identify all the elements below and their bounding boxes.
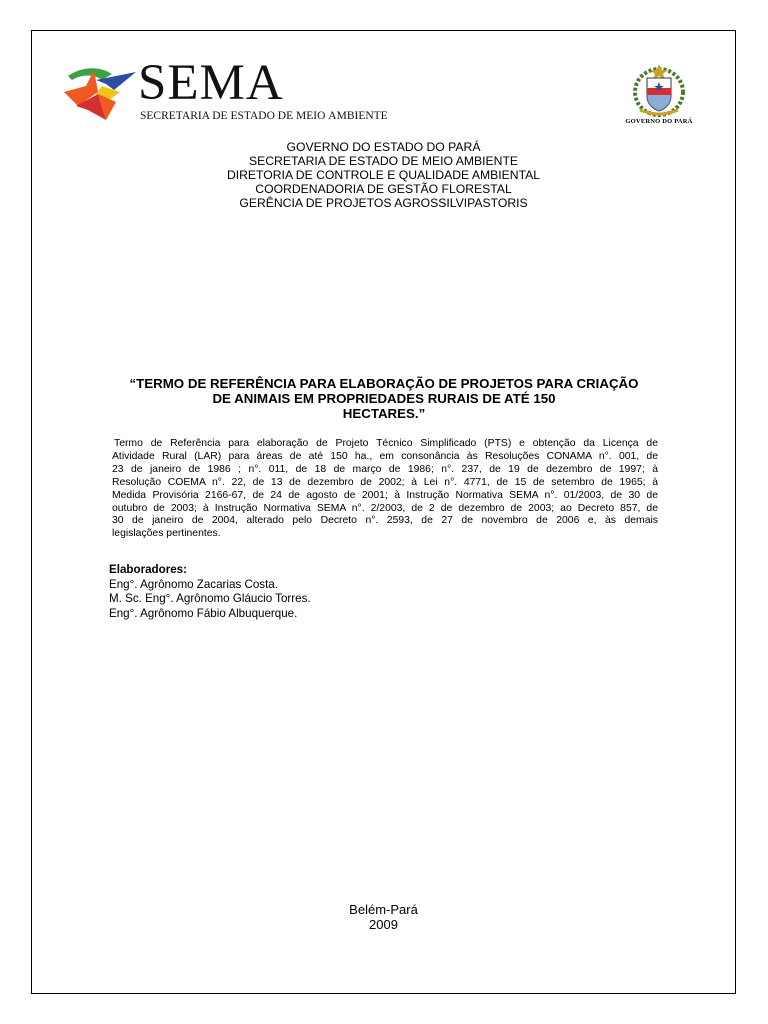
- title-line: “TERMO DE REFERÊNCIA PARA ELABORAÇÃO DE PROJETOS PARA CRIAÇÃO: [129, 376, 639, 391]
- body-line: Termo de Referência para elaboração de Projeto Técnico Simplificado (PTS) e obtenção da Licença de: [114, 438, 658, 449]
- sema-subtitle: SECRETARIA DE ESTADO DE MEIO AMBIENTE: [140, 110, 388, 122]
- body-line: legislações pertinentes.: [112, 528, 221, 540]
- body-line: Medida Provisória 2166-67, de 24 de agosto de 2001; à Instrução Normativa SEMA n°. 01/2003, de 30 de: [112, 489, 658, 501]
- header-line: GERÊNCIA DE PROJETOS AGROSSILVIPASTORIS: [239, 196, 528, 210]
- document-title: [90, 376, 678, 421]
- body-line: 30 de janeiro de 2004, alterado pelo Decreto n°. 2593, de 27 de novembro de 2006 e, às demais: [112, 515, 658, 527]
- title-line: HECTARES.”: [342, 406, 426, 421]
- header-line: GOVERNO DO ESTADO DO PARÁ: [286, 140, 481, 154]
- body-paragraph: [112, 438, 658, 541]
- coat-of-arms-icon: [632, 62, 686, 118]
- title-line: DE ANIMAIS EM PROPRIEDADES RURAIS DE ATÉ 150: [212, 391, 556, 406]
- institution-header: [31, 140, 736, 210]
- body-line: 23 de janeiro de 1986 ; n°. 011, de 18 de março de 1986; n°. 237, de 19 de dezembro de 1997; à: [112, 463, 658, 475]
- author-name: Eng°. Agrônomo Fábio Albuquerque.: [109, 606, 298, 620]
- authors-heading: Elaboradores:: [109, 563, 187, 576]
- header-line: SECRETARIA DE ESTADO DE MEIO AMBIENTE: [248, 154, 519, 168]
- header-line: DIRETORIA DE CONTROLE E QUALIDADE AMBIENTAL: [226, 168, 541, 182]
- footer-place-date: [31, 902, 736, 932]
- body-line: Resolução COEMA n°. 22, de 13 de dezembro de 2002; à Lei n°. 4771, de 15 de setembro de 1965; à: [112, 476, 658, 488]
- author-name: M. Sc. Eng°. Agrônomo Gláucio Torres.: [109, 592, 311, 605]
- footer-year: 2009: [369, 917, 398, 932]
- body-line: outubro de 2003; à Instrução Normativa SEMA n°. 2/2003, de 2 de dezembro de 2003; ao Decreto 857, de: [112, 502, 658, 514]
- sema-wordmark: SEMA: [138, 55, 284, 111]
- governo-para-logo: [614, 62, 704, 132]
- author-name: Eng°. Agrônomo Zacarias Costa.: [109, 577, 278, 591]
- footer-place: Belém-Pará: [349, 902, 418, 917]
- gov-caption: GOVERNO DO PARÁ: [625, 118, 693, 125]
- body-line: Atividade Rural (LAR) para áreas de até 150 ha., em consonância às Resoluções CONAMA n°. 001, de: [112, 450, 658, 462]
- header-line: COORDENADORIA DE GESTÃO FLORESTAL: [255, 182, 512, 196]
- sema-logo: [62, 55, 388, 132]
- authors-block: [109, 563, 311, 621]
- sema-emblem-icon: [62, 62, 140, 124]
